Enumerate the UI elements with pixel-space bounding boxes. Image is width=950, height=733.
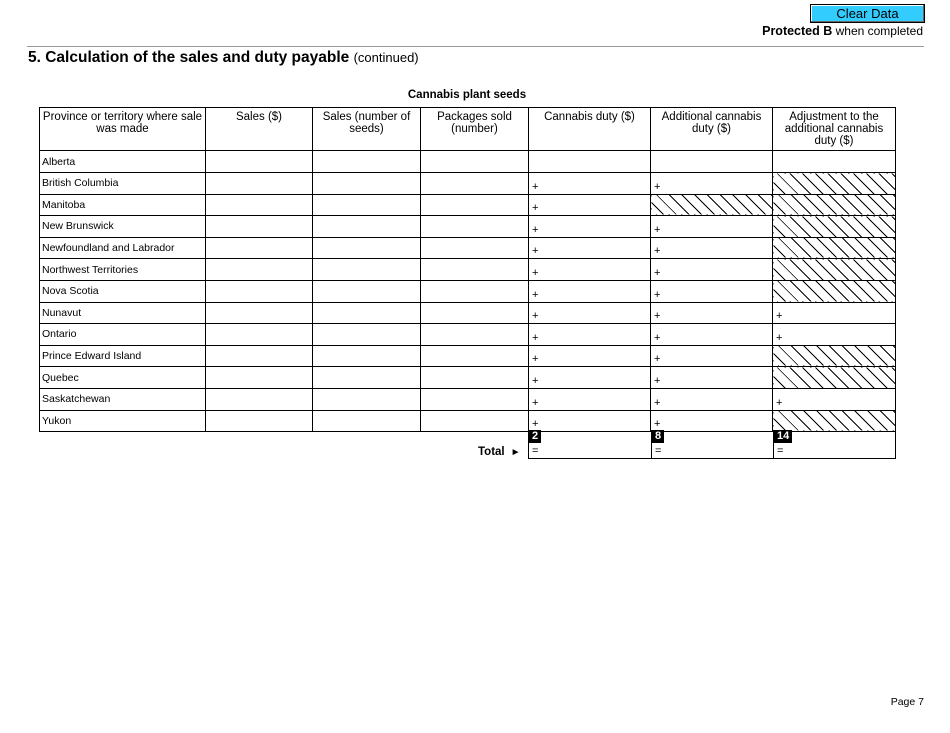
adjustment-duty-field[interactable] bbox=[773, 388, 896, 410]
table-body bbox=[40, 151, 896, 432]
plus-sign: + bbox=[654, 245, 661, 258]
column-header: Cannabis duty ($) bbox=[529, 108, 651, 151]
plus-sign: + bbox=[654, 310, 661, 323]
additional-duty-field[interactable] bbox=[651, 324, 773, 346]
equals-sign: = bbox=[655, 445, 662, 457]
plus-sign: + bbox=[654, 180, 661, 193]
table-row bbox=[40, 302, 896, 324]
province-name: Newfoundland and Labrador bbox=[40, 237, 206, 259]
plus-sign: + bbox=[654, 223, 661, 236]
table-row bbox=[40, 410, 896, 432]
table-header-row bbox=[40, 108, 896, 151]
cannabis-duty-field[interactable] bbox=[529, 367, 651, 389]
sales-seeds-field[interactable] bbox=[313, 237, 421, 259]
line-14-badge: 14 bbox=[774, 430, 792, 443]
cannabis-duty-field[interactable] bbox=[529, 345, 651, 367]
sales-dollars-field[interactable] bbox=[206, 237, 313, 259]
section-title bbox=[28, 49, 419, 67]
cannabis-duty-field[interactable] bbox=[529, 280, 651, 302]
cannabis-duty-field[interactable] bbox=[529, 302, 651, 324]
plus-sign: + bbox=[654, 331, 661, 344]
equals-sign: = bbox=[532, 445, 539, 457]
sales-seeds-field[interactable] bbox=[313, 388, 421, 410]
total-text: Total bbox=[478, 446, 505, 458]
plus-sign: + bbox=[532, 202, 539, 215]
total-additional-duty-field[interactable] bbox=[651, 430, 774, 459]
table-row bbox=[40, 367, 896, 389]
additional-duty-field[interactable] bbox=[651, 410, 773, 432]
plus-sign: + bbox=[532, 310, 539, 323]
total-duty-field[interactable] bbox=[528, 430, 652, 459]
plus-sign: + bbox=[532, 266, 539, 279]
table-row bbox=[40, 280, 896, 302]
adjustment-duty-not-applicable bbox=[773, 345, 896, 367]
packages-sold-field[interactable] bbox=[421, 216, 529, 238]
adjustment-duty-not-applicable bbox=[773, 216, 896, 238]
total-label bbox=[478, 446, 521, 458]
plus-sign: + bbox=[532, 418, 539, 431]
additional-duty-not-applicable bbox=[651, 194, 773, 216]
province-name: Northwest Territories bbox=[40, 259, 206, 281]
sales-dollars-field[interactable] bbox=[206, 173, 313, 195]
line-2-badge: 2 bbox=[529, 430, 541, 443]
packages-sold-field[interactable] bbox=[421, 280, 529, 302]
table-row bbox=[40, 173, 896, 195]
sales-seeds-field[interactable] bbox=[313, 367, 421, 389]
sales-dollars-field[interactable] bbox=[206, 324, 313, 346]
plus-sign: + bbox=[654, 418, 661, 431]
sales-seeds-field[interactable] bbox=[313, 302, 421, 324]
sales-duty-table bbox=[39, 107, 896, 432]
province-name: Alberta bbox=[40, 151, 206, 173]
province-name: Ontario bbox=[40, 324, 206, 346]
table-row bbox=[40, 237, 896, 259]
sales-seeds-field[interactable] bbox=[313, 324, 421, 346]
protected-notice bbox=[762, 24, 923, 38]
additional-duty-field[interactable] bbox=[651, 173, 773, 195]
cannabis-duty-field[interactable] bbox=[529, 410, 651, 432]
plus-sign: + bbox=[532, 180, 539, 193]
packages-sold-field[interactable] bbox=[421, 367, 529, 389]
column-header: Additional cannabis duty ($) bbox=[651, 108, 773, 151]
plus-sign: + bbox=[776, 310, 783, 323]
line-8-badge: 8 bbox=[652, 430, 664, 443]
sales-seeds-field[interactable] bbox=[313, 345, 421, 367]
adjustment-duty-not-applicable bbox=[773, 173, 896, 195]
sales-seeds-field[interactable] bbox=[313, 280, 421, 302]
sales-dollars-field[interactable] bbox=[206, 151, 313, 173]
additional-duty-field[interactable] bbox=[651, 280, 773, 302]
additional-duty-field[interactable] bbox=[651, 259, 773, 281]
adjustment-duty-field[interactable] bbox=[773, 151, 896, 173]
cannabis-duty-field[interactable] bbox=[529, 216, 651, 238]
equals-sign: = bbox=[777, 445, 784, 457]
adjustment-duty-not-applicable bbox=[773, 194, 896, 216]
sales-dollars-field[interactable] bbox=[206, 194, 313, 216]
additional-duty-field[interactable] bbox=[651, 151, 773, 173]
adjustment-duty-not-applicable bbox=[773, 367, 896, 389]
packages-sold-field[interactable] bbox=[421, 302, 529, 324]
adjustment-duty-field[interactable] bbox=[773, 324, 896, 346]
sales-dollars-field[interactable] bbox=[206, 216, 313, 238]
province-name: Nova Scotia bbox=[40, 280, 206, 302]
adjustment-duty-not-applicable bbox=[773, 259, 896, 281]
clear-data-button[interactable]: Clear Data bbox=[810, 4, 925, 23]
header-divider bbox=[27, 46, 924, 47]
additional-duty-field[interactable] bbox=[651, 237, 773, 259]
packages-sold-field[interactable] bbox=[421, 324, 529, 346]
column-header: Packages sold (number) bbox=[421, 108, 529, 151]
table-row bbox=[40, 388, 896, 410]
cannabis-duty-field[interactable] bbox=[529, 388, 651, 410]
sales-seeds-field[interactable] bbox=[313, 410, 421, 432]
table-caption: Cannabis plant seeds bbox=[407, 89, 527, 101]
sales-seeds-field[interactable] bbox=[313, 216, 421, 238]
packages-sold-field[interactable] bbox=[421, 194, 529, 216]
section-continued: (continued) bbox=[353, 50, 419, 65]
sales-seeds-field[interactable] bbox=[313, 194, 421, 216]
plus-sign: + bbox=[532, 245, 539, 258]
sales-dollars-field[interactable] bbox=[206, 345, 313, 367]
column-header: Province or territory where sale was made bbox=[40, 108, 206, 151]
packages-sold-field[interactable] bbox=[421, 388, 529, 410]
sales-dollars-field[interactable] bbox=[206, 388, 313, 410]
packages-sold-field[interactable] bbox=[421, 237, 529, 259]
packages-sold-field[interactable] bbox=[421, 345, 529, 367]
province-name: Nunavut bbox=[40, 302, 206, 324]
plus-sign: + bbox=[532, 331, 539, 344]
additional-duty-field[interactable] bbox=[651, 388, 773, 410]
page-number: Page 7 bbox=[890, 696, 924, 708]
protected-suffix: when completed bbox=[832, 24, 923, 38]
province-name: Prince Edward Island bbox=[40, 345, 206, 367]
packages-sold-field[interactable] bbox=[421, 410, 529, 432]
sales-dollars-field[interactable] bbox=[206, 259, 313, 281]
sales-dollars-field[interactable] bbox=[206, 280, 313, 302]
province-name: Saskatchewan bbox=[40, 388, 206, 410]
column-header: Adjustment to the additional cannabis duty ($) bbox=[773, 108, 896, 151]
sales-dollars-field[interactable] bbox=[206, 367, 313, 389]
additional-duty-field[interactable] bbox=[651, 216, 773, 238]
province-name: Quebec bbox=[40, 367, 206, 389]
province-name: Manitoba bbox=[40, 194, 206, 216]
plus-sign: + bbox=[532, 374, 539, 387]
plus-sign: + bbox=[654, 374, 661, 387]
additional-duty-field[interactable] bbox=[651, 345, 773, 367]
additional-duty-field[interactable] bbox=[651, 367, 773, 389]
sales-seeds-field[interactable] bbox=[313, 259, 421, 281]
total-arrow-icon: ► bbox=[510, 447, 521, 458]
plus-sign: + bbox=[532, 223, 539, 236]
plus-sign: + bbox=[654, 288, 661, 301]
table-row bbox=[40, 259, 896, 281]
plus-sign: + bbox=[776, 396, 783, 409]
sales-dollars-field[interactable] bbox=[206, 302, 313, 324]
table-row bbox=[40, 324, 896, 346]
table-row bbox=[40, 151, 896, 173]
plus-sign: + bbox=[654, 353, 661, 366]
province-name: Yukon bbox=[40, 410, 206, 432]
table-row bbox=[40, 216, 896, 238]
plus-sign: + bbox=[532, 353, 539, 366]
plus-sign: + bbox=[654, 396, 661, 409]
packages-sold-field[interactable] bbox=[421, 173, 529, 195]
adjustment-duty-not-applicable bbox=[773, 410, 896, 432]
cannabis-duty-field[interactable] bbox=[529, 237, 651, 259]
plus-sign: + bbox=[654, 266, 661, 279]
total-adjustment-field[interactable] bbox=[773, 430, 896, 459]
plus-sign: + bbox=[776, 331, 783, 344]
adjustment-duty-field[interactable] bbox=[773, 302, 896, 324]
sales-seeds-field[interactable] bbox=[313, 173, 421, 195]
cannabis-duty-field[interactable] bbox=[529, 259, 651, 281]
province-name: New Brunswick bbox=[40, 216, 206, 238]
packages-sold-field[interactable] bbox=[421, 259, 529, 281]
section-heading: 5. Calculation of the sales and duty payable bbox=[28, 49, 350, 66]
plus-sign: + bbox=[532, 288, 539, 301]
table-row bbox=[40, 194, 896, 216]
column-header: Sales ($) bbox=[206, 108, 313, 151]
column-header: Sales (number of seeds) bbox=[313, 108, 421, 151]
sales-dollars-field[interactable] bbox=[206, 410, 313, 432]
cannabis-duty-field[interactable] bbox=[529, 324, 651, 346]
plus-sign: + bbox=[532, 396, 539, 409]
table-row bbox=[40, 345, 896, 367]
additional-duty-field[interactable] bbox=[651, 302, 773, 324]
cannabis-duty-field[interactable] bbox=[529, 194, 651, 216]
province-name: British Columbia bbox=[40, 173, 206, 195]
protected-level: Protected B bbox=[762, 24, 833, 38]
cannabis-duty-field[interactable] bbox=[529, 151, 651, 173]
packages-sold-field[interactable] bbox=[421, 151, 529, 173]
adjustment-duty-not-applicable bbox=[773, 237, 896, 259]
adjustment-duty-not-applicable bbox=[773, 280, 896, 302]
cannabis-duty-field[interactable] bbox=[529, 173, 651, 195]
sales-seeds-field[interactable] bbox=[313, 151, 421, 173]
